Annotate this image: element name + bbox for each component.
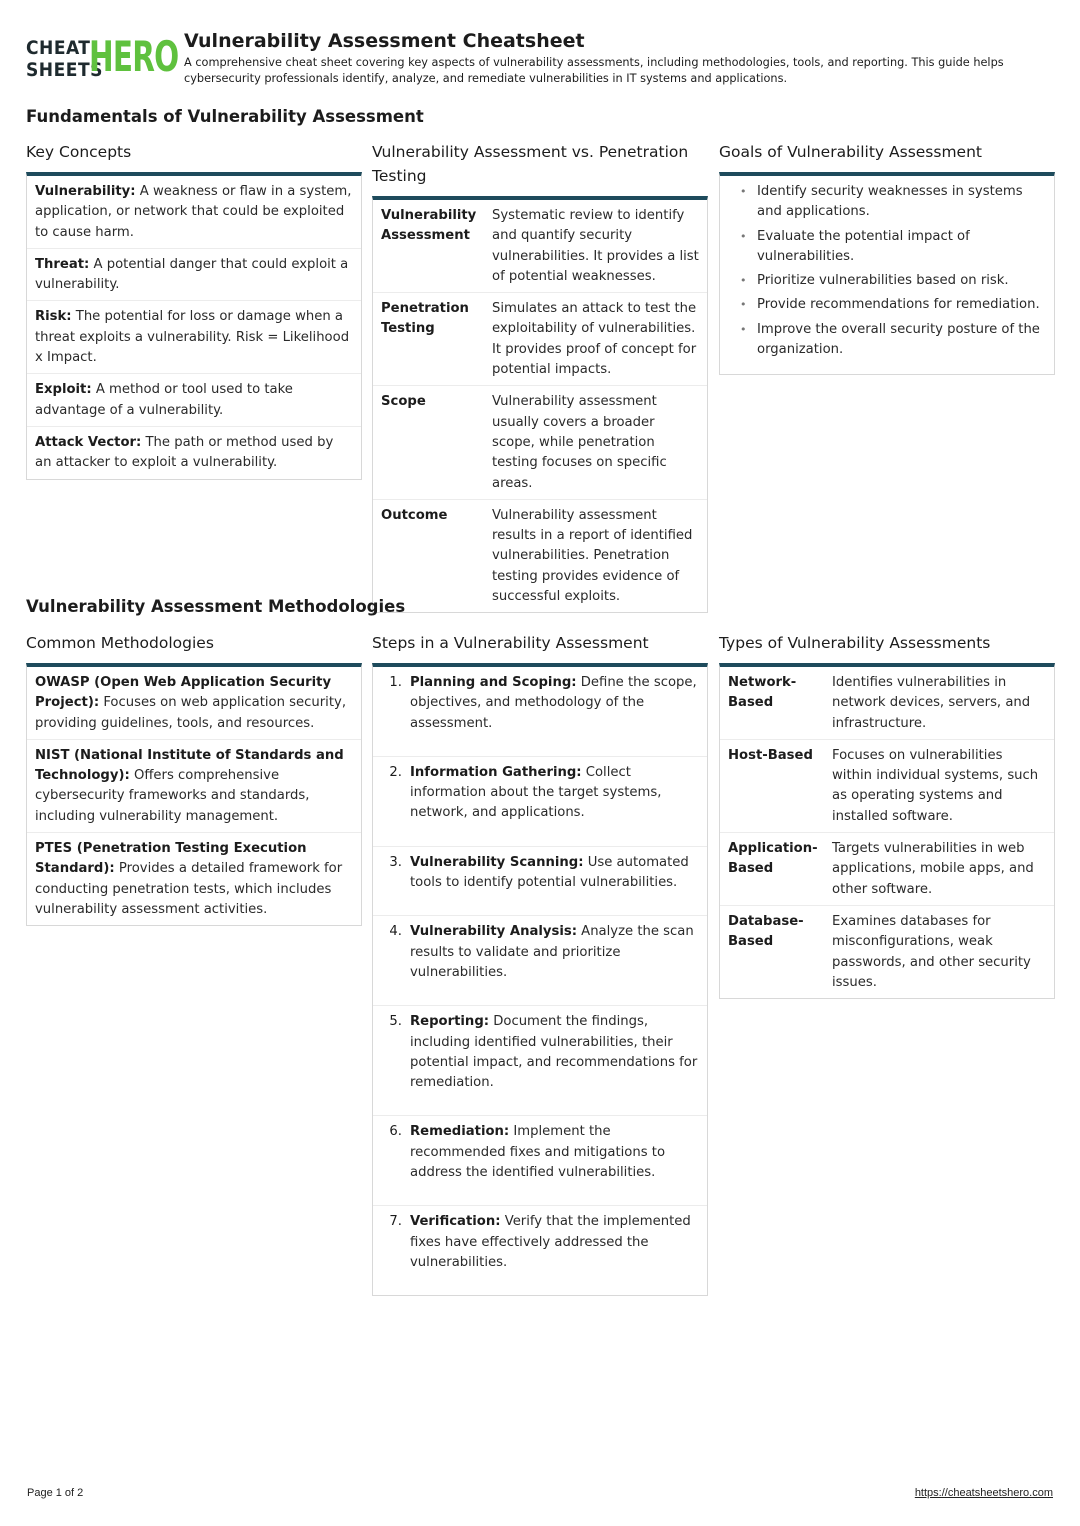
card-panel xyxy=(372,196,708,613)
logo-text-cheat: CHEAT xyxy=(26,37,91,59)
section-title-fundamentals: Fundamentals of Vulnerability Assessment xyxy=(26,107,424,126)
list-item: 3. Vulnerability Scanning: Use automated tools to identify potential vulnerabilities. xyxy=(373,847,707,917)
card-title: Key Concepts xyxy=(26,143,132,161)
list-item: • Evaluate the potential impact of vulnerabilities. xyxy=(728,227,1046,268)
list-item: PTES (Penetration Testing Execution Standard): Provides a detailed framework for conducting penetration tests, which includes vulnerability assessment activities. xyxy=(35,841,343,917)
page-subtitle: A comprehensive cheat sheet covering key aspects of vulnerability assessments, including methodologies, tools, and reporting. This guide helps cybersecurity professionals identify, analyze, and remediate vulnerabilities in IT systems and applications. xyxy=(184,56,1004,85)
table-row: Scope Vulnerability assessment usually covers a broader scope, while penetration testing focuses on specific areas. xyxy=(373,386,707,499)
card-title: Vulnerability Assessment vs. Penetration Testing xyxy=(372,143,689,185)
logo-text-hero: HERO xyxy=(89,32,179,81)
page-number: Page 1 of 2 xyxy=(27,1487,84,1499)
card-common-methodologies xyxy=(26,631,362,926)
list-item: Exploit: A method or tool used to take advantage of a vulnerability. xyxy=(27,374,361,427)
page-header xyxy=(26,30,1056,90)
list-item: 1. Planning and Scoping: Define the scope, objectives, and methodology of the assessment. xyxy=(373,667,707,757)
card-types xyxy=(719,631,1055,999)
table-row: Host-Based Focuses on vulnerabilities within individual systems, such as operating systems and installed software. xyxy=(720,740,1054,833)
list-item: 4. Vulnerability Analysis: Analyze the scan results to validate and prioritize vulnerabilities. xyxy=(373,916,707,1006)
card-steps xyxy=(372,631,708,1296)
list-item: Attack Vector: The path or method used by an attacker to exploit a vulnerability. xyxy=(35,434,334,471)
table-row: Database-Based Examines databases for misconfigurations, weak passwords, and other security issues. xyxy=(728,913,1031,990)
card-va-vs-pt xyxy=(372,140,708,613)
list-item: 7. Verification: Verify that the implemented fixes have effectively addressed the vulnerabilities. xyxy=(389,1214,691,1270)
list-item: Risk: The potential for loss or damage when a threat exploits a vulnerability. Risk = Likelihood x Impact. xyxy=(27,301,361,374)
table-row: Network-Based Identifies vulnerabilities in network devices, servers, and infrastructure. xyxy=(720,667,1054,740)
list-item: 5. Reporting: Document the findings, including identified vulnerabilities, their potential impact, and recommendations for remediation. xyxy=(373,1006,707,1116)
cheatsheetshero-logo[interactable] xyxy=(26,32,179,81)
list-item: Vulnerability: A weakness or flaw in a system, application, or network that could be exploited to cause harm. xyxy=(27,176,361,249)
page-title: Vulnerability Assessment Cheatsheet xyxy=(184,30,585,52)
site-link[interactable]: https://cheatsheetshero.com xyxy=(914,1487,1053,1499)
list-item: • Provide recommendations for remediation. xyxy=(728,295,1046,315)
card-panel xyxy=(372,663,708,1296)
card-key-concepts xyxy=(26,140,362,480)
table-row: Outcome Vulnerability assessment results in a report of identified vulnerabilities. Penetration testing provides evidence of successful exploits. xyxy=(381,507,693,605)
list-item: • Identify security weaknesses in systems and applications. xyxy=(728,182,1046,223)
logo-text-sheets: SHEETS xyxy=(26,59,103,81)
card-title: Goals of Vulnerability Assessment xyxy=(719,143,982,161)
card-panel xyxy=(719,663,1055,999)
card-panel xyxy=(26,172,362,480)
list-item: OWASP (Open Web Application Security Project): Focuses on web application security, providing guidelines, tools, and resources. xyxy=(27,667,361,740)
section-title-methodologies: Vulnerability Assessment Methodologies xyxy=(26,597,406,616)
table-row: Penetration Testing Simulates an attack to test the exploitability of vulnerabilities. It provides proof of concept for potential impacts. xyxy=(373,293,707,386)
card-goals xyxy=(719,140,1055,375)
card-panel xyxy=(719,172,1055,375)
card-panel xyxy=(26,663,362,926)
list-item: NIST (National Institute of Standards and Technology): Offers comprehensive cybersecurity frameworks and standards, including vulnerability management. xyxy=(27,740,361,833)
list-item: 6. Remediation: Implement the recommended fixes and mitigations to address the identified vulnerabilities. xyxy=(373,1116,707,1206)
list-item: • Prioritize vulnerabilities based on risk. xyxy=(728,271,1046,291)
card-title: Steps in a Vulnerability Assessment xyxy=(372,634,649,652)
table-row: Application-Based Targets vulnerabilities in web applications, mobile apps, and other software. xyxy=(720,833,1054,906)
card-title: Types of Vulnerability Assessments xyxy=(719,634,991,652)
list-item: 2. Information Gathering: Collect information about the target systems, network, and applications. xyxy=(373,757,707,847)
table-row: Vulnerability Assessment Systematic review to identify and quantify security vulnerabilities. It provides a list of potential weaknesses. xyxy=(373,200,707,293)
list-item: • Improve the overall security posture of the organization. xyxy=(728,320,1046,361)
list-item: Threat: A potential danger that could exploit a vulnerability. xyxy=(27,249,361,302)
card-title: Common Methodologies xyxy=(26,634,214,652)
